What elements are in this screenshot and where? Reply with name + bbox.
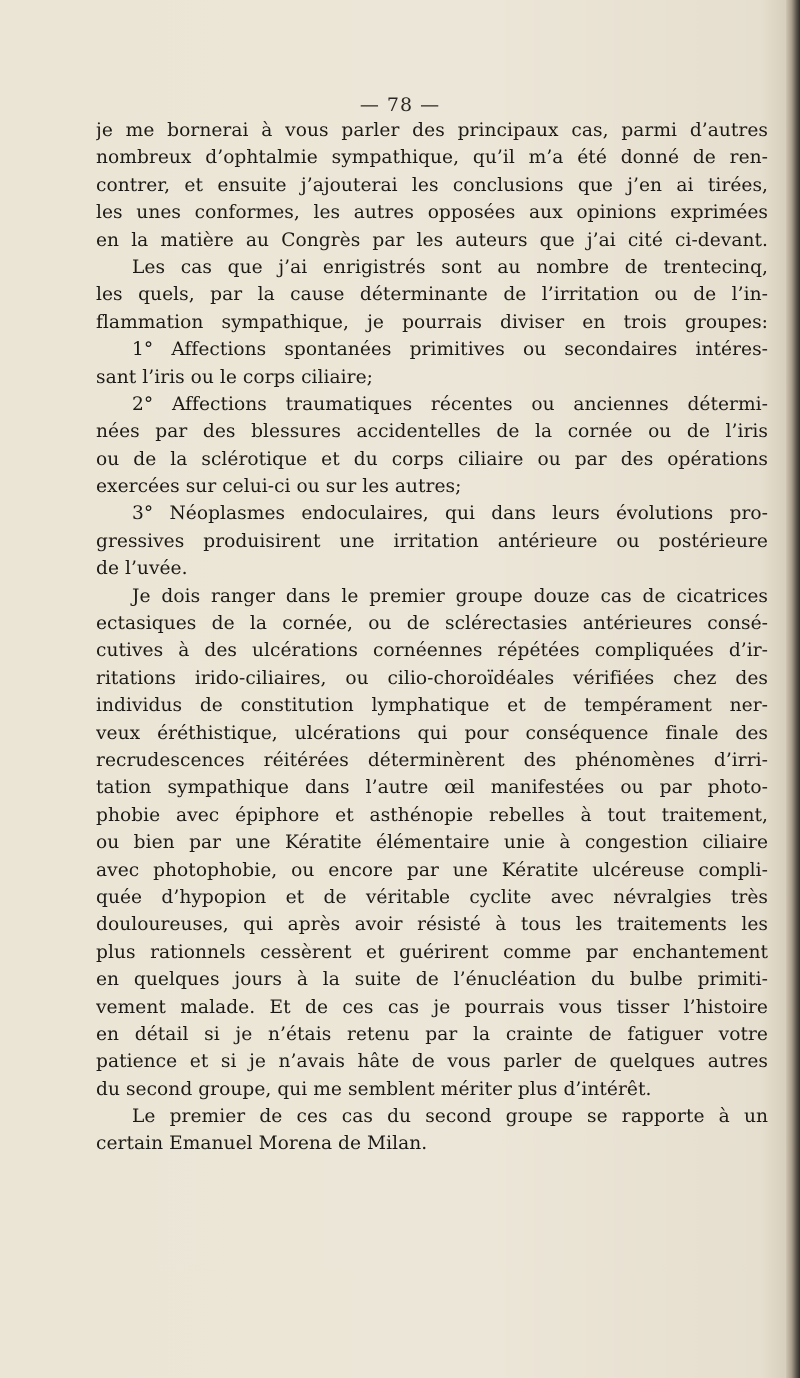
text-line: plus rationnels cessèrent et guérirent comme par enchantement	[96, 941, 768, 963]
text-line: patience et si je n’avais hâte de vous parler de quelques autres	[96, 1051, 768, 1073]
text-line: nombreux d’ophtalmie sympathique, qu’il m’a été donné de ren-	[96, 147, 768, 169]
text-line: douloureuses, qui après avoir résisté à tous les traitements les	[96, 914, 768, 936]
text-line: 3° Néoplasmes endoculaires, qui dans leurs évolutions pro-	[132, 503, 768, 525]
text-line: sant l’iris ou le corps ciliaire;	[96, 366, 373, 388]
text-line: gressives produisirent une irritation antérieure ou postérieure	[96, 530, 768, 552]
text-line: en détail si je n’étais retenu par la crainte de fatiguer votre	[96, 1023, 768, 1045]
text-line: je me bornerai à vous parler des principaux cas, parmi d’autres	[96, 120, 768, 141]
text-line: ou bien par une Kératite élémentaire unie à congestion ciliaire	[96, 832, 768, 854]
page-number: — 78 —	[359, 94, 441, 116]
text-line: cutives à des ulcérations cornéennes répétées compliquées d’ir-	[96, 640, 768, 662]
text-line: de l’uvée.	[96, 558, 188, 580]
text-line: 1° Affections spontanées primitives ou secondaires intéres-	[132, 339, 768, 361]
text-line: individus de constitution lymphatique et de tempérament ner-	[96, 695, 768, 717]
page-edge-shadow	[786, 0, 800, 1378]
text-line: contrer, et ensuite j’ajouterai les conclusions que j’en ai tirées,	[96, 174, 768, 196]
text-line: du second groupe, qui me semblent mériter plus d’intérêt.	[96, 1078, 652, 1100]
text-line: certain Emanuel Morena de Milan.	[96, 1133, 428, 1155]
text-line: nées par des blessures accidentelles de la cornée ou de l’iris	[96, 421, 768, 443]
text-line: vement malade. Et de ces cas je pourrais vous tisser l’histoire	[96, 996, 768, 1018]
text-line: avec photophobie, ou encore par une Kératite ulcéreuse compli-	[96, 859, 768, 881]
body-text	[96, 117, 768, 1158]
text-line: Les cas que j’ai enrigistrés sont au nombre de trentecinq,	[132, 256, 768, 278]
text-line: veux éréthistique, ulcérations qui pour conséquence finale des	[96, 722, 768, 744]
text-line: exercées sur celui-ci ou sur les autres;	[96, 476, 462, 498]
text-line: Je dois ranger dans le premier groupe douze cas de cicatrices	[132, 585, 768, 607]
text-line: les quels, par la cause déterminante de l’irritation ou de l’in-	[96, 284, 768, 306]
text-line: ou de la sclérotique et du corps ciliaire ou par des opérations	[96, 448, 768, 470]
text-line: les unes conformes, les autres opposées aux opinions exprimées	[96, 202, 768, 224]
text-line: tation sympathique dans l’autre œil manifestées ou par photo-	[96, 777, 768, 799]
text-line: phobie avec épiphore et asthénopie rebelles à tout traitement,	[96, 804, 768, 826]
text-line: quée d’hypopion et de véritable cyclite avec névralgies très	[96, 886, 768, 908]
text-line: 2° Affections traumatiques récentes ou anciennes détermi-	[132, 393, 768, 415]
text-line: flammation sympathique, je pourrais diviser en trois groupes:	[96, 311, 768, 333]
text-line: Le premier de ces cas du second groupe se rapporte à un	[132, 1106, 768, 1128]
text-line: recrudescences réitérées déterminèrent des phénomènes d’irri-	[96, 749, 768, 771]
text-line: en quelques jours à la suite de l’énucléation du bulbe primiti-	[96, 969, 768, 991]
text-line: ritations irido-ciliaires, ou cilio-choroïdéales vérifiées chez des	[96, 667, 768, 689]
text-line: en la matière au Congrès par les auteurs que j’ai cité ci-devant.	[96, 229, 768, 251]
text-line: ectasiques de la cornée, ou de sclérectasies antérieures consé-	[96, 613, 768, 635]
